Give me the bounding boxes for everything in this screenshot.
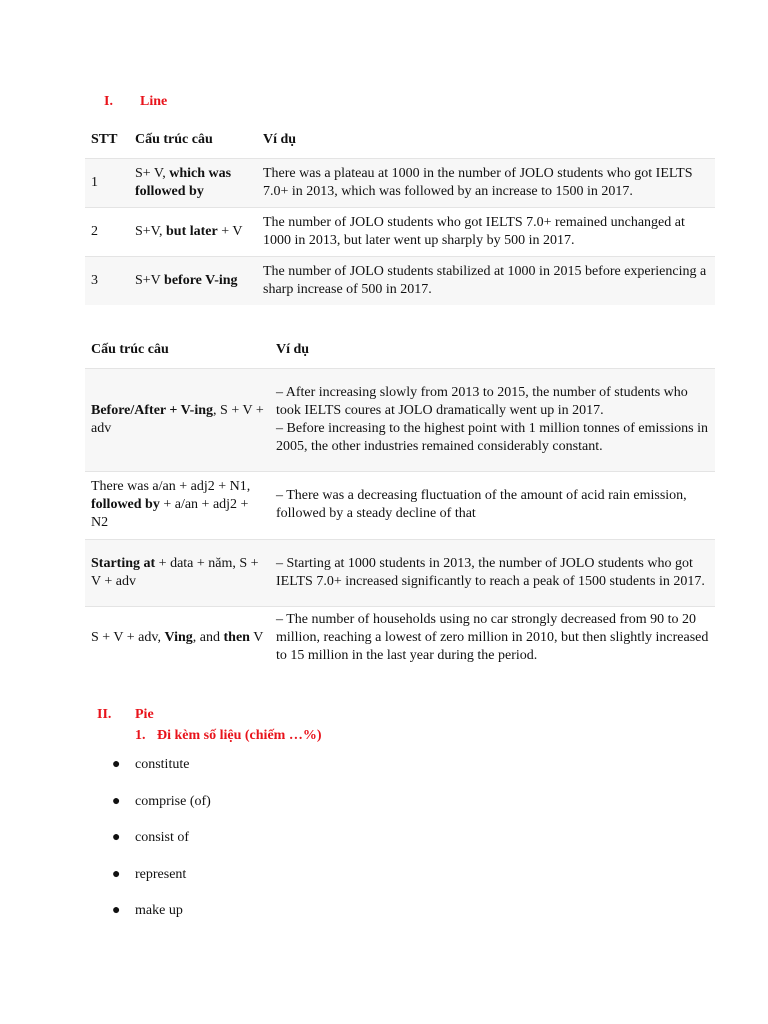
list-item xyxy=(112,793,211,830)
section-title: Line xyxy=(140,94,168,109)
bullet-icon: ● xyxy=(112,757,121,772)
list-item-text: consist of xyxy=(135,830,190,845)
row-structure xyxy=(129,158,257,207)
row-structure xyxy=(129,207,257,256)
example-line: – Starting at 1000 students in 2013, the number of JOLO students who got IELTS 7.0+ increased significantly to reach a peak of 1500 students in 2017. xyxy=(276,555,705,589)
list-item-text: constitute xyxy=(135,757,190,772)
table-header-row xyxy=(85,333,715,368)
row-number: 3 xyxy=(85,256,129,305)
header-structure: Cấu trúc câu xyxy=(91,342,169,358)
structure-text: S+V xyxy=(135,272,165,288)
header-example: Ví dụ xyxy=(276,342,310,358)
structure-keyword: Ving xyxy=(164,630,193,646)
subsection-number: 1. xyxy=(135,728,146,743)
table-row xyxy=(85,207,715,256)
row-number: 2 xyxy=(85,207,129,256)
example-line: – Before increasing to the highest point with 1 million tonnes of emissions in 2005, the other industries remained considerably constant. xyxy=(276,420,709,454)
section-number: II. xyxy=(97,707,112,722)
table-row xyxy=(85,256,715,305)
row-structure xyxy=(85,539,270,606)
list-item xyxy=(112,866,211,903)
list-item-text: comprise (of) xyxy=(135,793,211,809)
header-structure: Cấu trúc câu xyxy=(135,132,213,148)
bullet-icon: ● xyxy=(112,903,121,918)
section-heading-line xyxy=(104,94,167,110)
structure-keyword: Starting at xyxy=(91,555,156,571)
subsection-heading xyxy=(135,728,321,744)
structure-text: + data + năm, S + V + adv xyxy=(91,555,259,589)
structure-text: , and xyxy=(192,630,224,646)
row-example xyxy=(270,471,715,539)
row-structure xyxy=(85,606,270,670)
structure-text: S + V + adv, xyxy=(91,630,165,646)
structure-keyword: but later xyxy=(166,223,218,239)
table-header-row xyxy=(85,123,715,158)
table-row xyxy=(85,158,715,207)
row-example: The number of JOLO students who got IELTS 7.0+ remained unchanged at 1000 in 2013, but later went up sharply by 500 in 2017. xyxy=(257,207,715,256)
bullet-icon: ● xyxy=(112,793,121,809)
line-structures-table-2 xyxy=(85,333,715,670)
list-item-text: make up xyxy=(135,903,183,918)
structure-keyword: followed by xyxy=(91,497,160,512)
structure-text: , S + V + adv xyxy=(91,402,264,436)
structure-text: There was a/an + adj2 + N1, xyxy=(91,479,251,494)
structure-text: S+V, xyxy=(135,223,166,239)
structure-keyword: before V-ing xyxy=(164,272,238,288)
list-item xyxy=(112,829,211,866)
row-example xyxy=(270,368,715,471)
bullet-icon: ● xyxy=(112,830,121,845)
list-item xyxy=(112,902,211,939)
row-structure xyxy=(85,471,270,539)
structure-text: V xyxy=(249,630,264,646)
row-number: 1 xyxy=(85,158,129,207)
table-row xyxy=(85,606,715,670)
subsection-title: Đi kèm số liệu (chiếm …%) xyxy=(157,728,322,743)
table-row xyxy=(85,471,715,539)
example-line: – There was a decreasing fluctuation of the amount of acid rain emission, followed by a steady decline of that xyxy=(276,488,687,521)
structure-keyword: which was followed by xyxy=(135,165,232,199)
row-structure xyxy=(85,368,270,471)
verb-list xyxy=(112,756,211,939)
row-structure xyxy=(129,256,257,305)
section-heading-pie xyxy=(97,707,154,723)
row-example xyxy=(270,606,715,670)
row-example xyxy=(270,539,715,606)
example-line: – The number of households using no car strongly decreased from 90 to 20 million, reaching a lowest of zero million in 2010, but then slightly increased to 15 million in the last year during the period. xyxy=(276,612,709,664)
list-item xyxy=(112,756,211,793)
section-title: Pie xyxy=(135,707,154,722)
structure-text: + a/an + adj2 + N2 xyxy=(91,497,249,530)
structure-keyword: Before/After + V-ing xyxy=(91,402,214,418)
example-line: – After increasing slowly from 2013 to 2015, the number of students who took IELTS coures at JOLO dramatically went up in 2017. xyxy=(276,384,688,418)
structure-text: + V xyxy=(217,223,243,239)
row-example: The number of JOLO students stabilized at 1000 in 2015 before experiencing a sharp increase of 500 in 2017. xyxy=(257,256,715,305)
structure-text: S+ V, xyxy=(135,165,170,181)
section-number: I. xyxy=(104,94,113,109)
table-row xyxy=(85,368,715,471)
structure-keyword: then xyxy=(223,630,250,646)
header-example: Ví dụ xyxy=(263,132,297,148)
list-item-text: represent xyxy=(135,866,187,882)
table-row xyxy=(85,539,715,606)
row-example: There was a plateau at 1000 in the number of JOLO students who got IELTS 7.0+ in 2013, which was followed by an increase to 1500 in 2017. xyxy=(257,158,715,207)
bullet-icon: ● xyxy=(112,866,121,882)
line-structures-table xyxy=(85,123,715,305)
header-stt: STT xyxy=(91,132,118,148)
